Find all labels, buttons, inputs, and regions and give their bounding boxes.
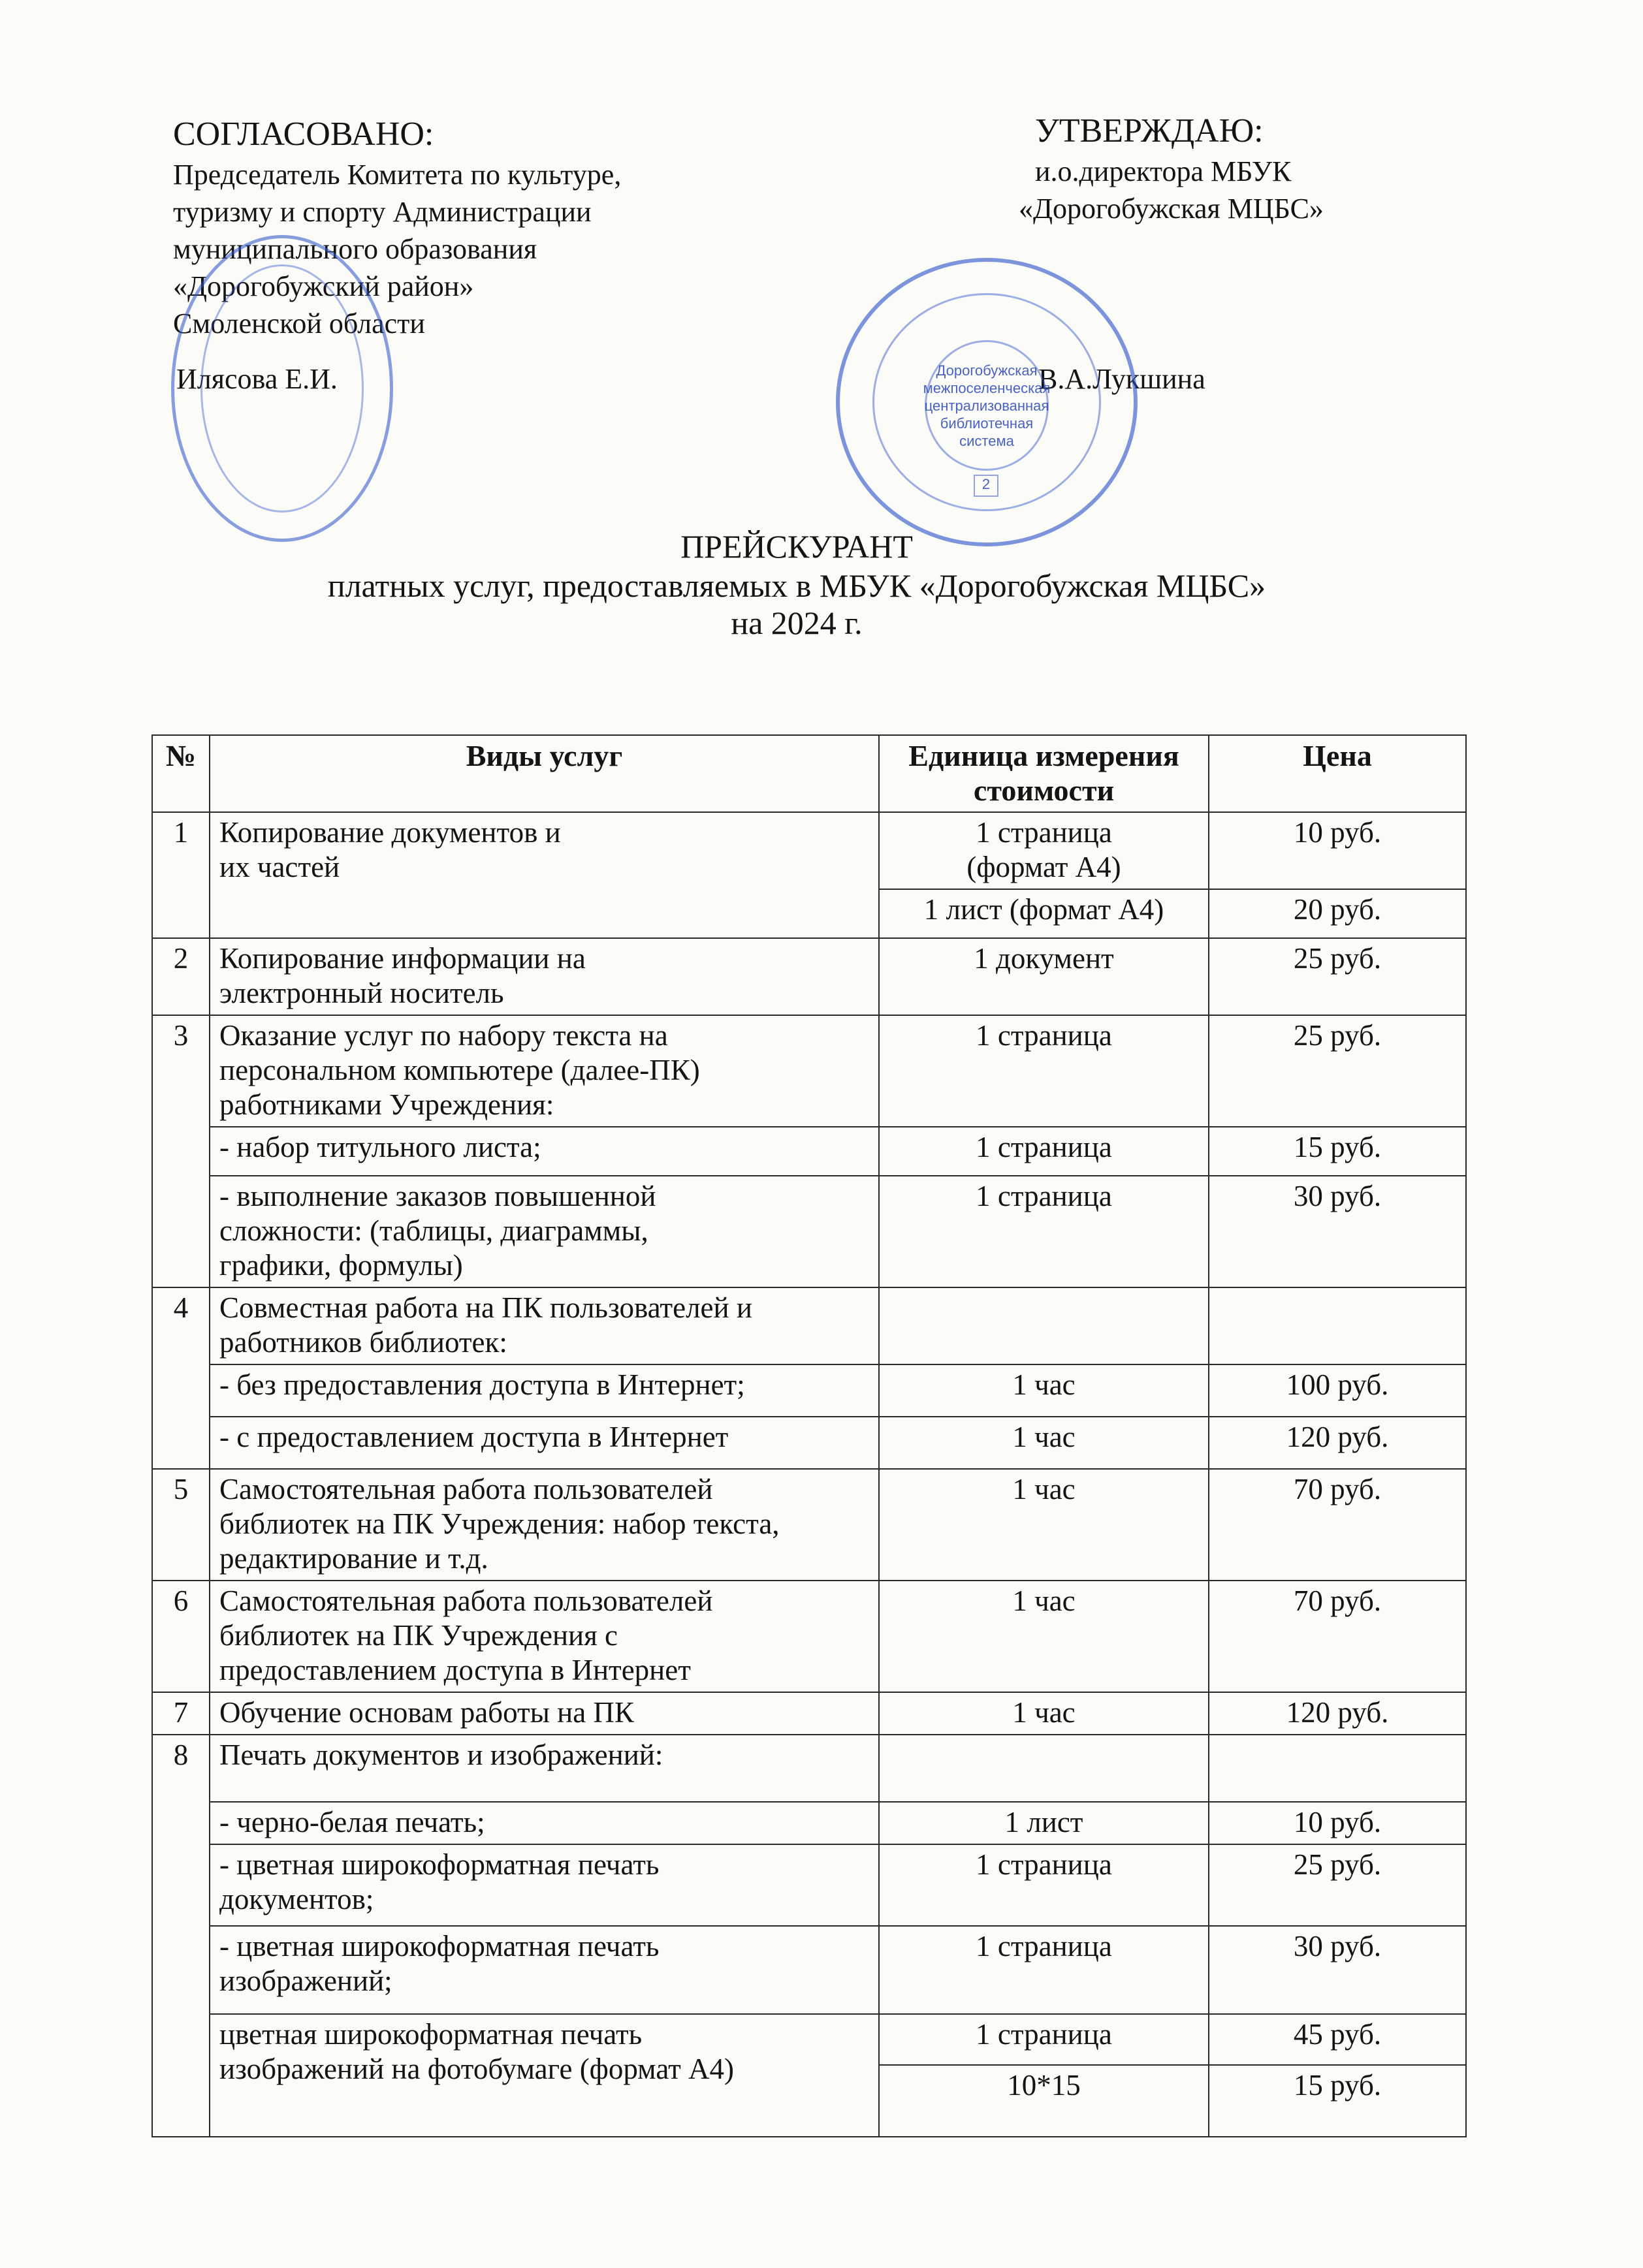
agreed-heading: СОГЛАСОВАНО: (173, 116, 434, 153)
row-number: 5 (152, 1469, 210, 1581)
price-cell: 120 руб. (1209, 1417, 1466, 1469)
approve-position: и.о.директора МБУК (1035, 155, 1292, 187)
price-cell: 70 руб. (1209, 1469, 1466, 1581)
unit-cell: 1 страница (879, 1926, 1209, 2014)
price-cell: 25 руб. (1209, 1015, 1466, 1127)
price-cell: 10 руб. (1209, 1802, 1466, 1844)
service-cell: Обучение основам работы на ПК (210, 1692, 879, 1735)
row-number: 6 (152, 1581, 210, 1692)
table-row (152, 938, 1466, 1015)
service-cell: - выполнение заказов повышенной сложности: (таблицы, диаграммы, графики, формулы) (210, 1176, 879, 1287)
agreed-signer: Илясова Е.И. (176, 363, 338, 395)
unit-cell: 1 час (879, 1417, 1209, 1469)
price-cell: 120 руб. (1209, 1692, 1466, 1735)
unit-cell: 1 час (879, 1692, 1209, 1735)
table-row (152, 1127, 1466, 1176)
stamp-text: межпоселенческая (923, 379, 1051, 396)
service-cell: Самостоятельная работа пользователей библиотек на ПК Учреждения с предоставлением доступа в Интернет (210, 1581, 879, 1692)
committee-stamp (171, 235, 393, 542)
unit-cell: 1 час (879, 1581, 1209, 1692)
service-cell: - набор титульного листа; (210, 1127, 879, 1176)
row-number: 8 (152, 1735, 210, 2137)
agreed-line: «Дорогобужский район» (173, 270, 474, 302)
price-cell (1209, 1287, 1466, 1364)
table-row (152, 1581, 1466, 1692)
unit-cell: 1 час (879, 1364, 1209, 1417)
table-row (152, 2014, 1466, 2065)
unit-cell: 1 час (879, 1469, 1209, 1581)
price-cell: 15 руб. (1209, 2065, 1466, 2137)
unit-cell: 1 страница (формат А4) (879, 812, 1209, 889)
table-row (152, 1287, 1466, 1364)
table-row (152, 1802, 1466, 1844)
service-cell: Совместная работа на ПК пользователей и работников библиотек: (210, 1287, 879, 1364)
table-row (152, 1176, 1466, 1287)
row-number: 1 (152, 812, 210, 938)
service-cell: - с предоставлением доступа в Интернет (210, 1417, 879, 1469)
price-table (152, 734, 1467, 2137)
agreed-line: муниципального образования (173, 233, 537, 265)
table-row (152, 812, 1466, 889)
unit-cell (879, 1287, 1209, 1364)
service-cell: Копирование документов и их частей (210, 812, 879, 938)
unit-cell: 1 страница (879, 1015, 1209, 1127)
header-service: Виды услуг (210, 735, 879, 812)
document-title: ПРЕЙСКУРАНТ (680, 528, 913, 565)
agreed-line: Смоленской области (173, 307, 425, 339)
library-stamp (836, 258, 1138, 546)
price-cell: 100 руб. (1209, 1364, 1466, 1417)
unit-cell: 1 документ (879, 938, 1209, 1015)
agreed-line: туризму и спорту Администрации (173, 196, 592, 228)
service-cell: - цветная широкоформатная печать изображений; (210, 1926, 879, 2014)
price-cell: 45 руб. (1209, 2014, 1466, 2065)
stamp-center (925, 340, 1049, 471)
header-number: № (152, 735, 210, 812)
header-unit: Единица измерения стоимости (879, 735, 1209, 812)
service-cell: - цветная широкоформатная печать документов; (210, 1844, 879, 1926)
table-body (152, 812, 1466, 2137)
agreed-line: Председатель Комитета по культуре, (173, 159, 622, 191)
stamp-text: система (959, 432, 1014, 449)
service-cell: Копирование информации на электронный носитель (210, 938, 879, 1015)
table-row (152, 1015, 1466, 1127)
price-cell (1209, 1735, 1466, 1802)
row-number: 4 (152, 1287, 210, 1469)
unit-cell: 1 страница (879, 1127, 1209, 1176)
row-number: 2 (152, 938, 210, 1015)
table-row (152, 1844, 1466, 1926)
price-cell: 70 руб. (1209, 1581, 1466, 1692)
service-cell: Печать документов и изображений: (210, 1735, 879, 1802)
unit-cell: 1 лист (формат А4) (879, 889, 1209, 938)
approve-block (1019, 111, 1324, 227)
row-number: 7 (152, 1692, 210, 1735)
stamp-text: Дорогобужская (936, 362, 1038, 379)
price-cell: 30 руб. (1209, 1176, 1466, 1287)
header-price: Цена (1209, 735, 1466, 812)
unit-cell: 10*15 (879, 2065, 1209, 2137)
service-cell: - без предоставления доступа в Интернет; (210, 1364, 879, 1417)
table-row (152, 1735, 1466, 1802)
row-number: 3 (152, 1015, 210, 1287)
table-row (152, 1417, 1466, 1469)
document-year: на 2024 г. (731, 605, 863, 641)
stamp-text: библиотечная (940, 415, 1034, 432)
document-subtitle: платных услуг, предоставляемых в МБУК «Дорогобужская МЦБС» (327, 567, 1266, 604)
service-cell: цветная широкоформатная печать изображений на фотобумаге (формат А4) (210, 2014, 879, 2137)
unit-cell (879, 1735, 1209, 1802)
price-cell: 25 руб. (1209, 938, 1466, 1015)
price-cell: 30 руб. (1209, 1926, 1466, 2014)
service-cell: Оказание услуг по набору текста на персональном компьютере (далее-ПК) работниками Учреждения: (210, 1015, 879, 1127)
table-row (152, 1364, 1466, 1417)
price-cell: 25 руб. (1209, 1844, 1466, 1926)
approve-signer: В.А.Лукшина (1038, 363, 1205, 395)
table-row (152, 1692, 1466, 1735)
unit-cell: 1 страница (879, 1844, 1209, 1926)
approve-heading: УТВЕРЖДАЮ: (1035, 112, 1264, 150)
price-cell: 10 руб. (1209, 812, 1466, 889)
price-cell: 20 руб. (1209, 889, 1466, 938)
unit-cell: 1 страница (879, 1176, 1209, 1287)
service-cell: - черно-белая печать; (210, 1802, 879, 1844)
unit-cell: 1 страница (879, 2014, 1209, 2065)
service-cell: Самостоятельная работа пользователей библиотек на ПК Учреждения: набор текста, редактирование и т.д. (210, 1469, 879, 1581)
unit-cell: 1 лист (879, 1802, 1209, 1844)
table-header-row (152, 735, 1466, 812)
approve-organization: «Дорогобужская МЦБС» (1019, 193, 1324, 225)
table-row (152, 1469, 1466, 1581)
stamp-number: 2 (974, 475, 998, 497)
stamp-text: централизованная (924, 397, 1049, 414)
table-row (152, 1926, 1466, 2014)
price-cell: 15 руб. (1209, 1127, 1466, 1176)
